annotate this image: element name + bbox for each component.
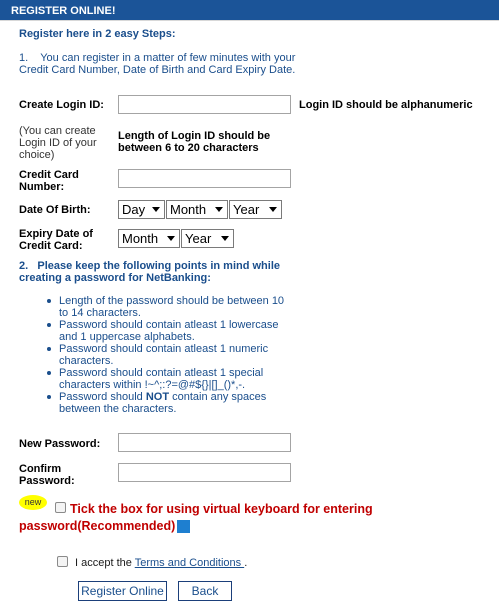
dob-day-value: Day [122,202,146,217]
step1-text [19,52,304,76]
back-button[interactable]: Back [178,581,232,601]
rule5-prefix: Password should [59,391,146,403]
virtual-keyboard-text [19,501,379,535]
terms-prefix: I accept the [75,557,135,569]
expiry-year-value: Year [185,231,212,246]
password-rule [44,391,292,415]
expiry-month-value: Month [122,231,159,246]
dob-label: Date Of Birth: [19,204,91,216]
intro-text: Register here in 2 easy Steps: [19,28,176,40]
password-rule: Password should contain atleast 1 special characters within !~^;:?=@#${}|[]_()*,-. [44,367,292,391]
step2-number: 2. [19,260,29,272]
login-id-choice-note: (You can create Login ID of your choice) [19,125,97,161]
password-rules [44,295,292,415]
login-id-hint: Login ID should be alphanumeric [299,99,473,111]
terms-text [75,557,247,569]
expiry-month-select[interactable] [118,229,180,248]
rule5-suffix: contain any spaces between the characters. [59,391,267,415]
step1-number: 1. [19,52,29,64]
credit-card-input[interactable] [118,169,291,188]
virtual-keyboard-label: Tick the box for using virtual keyboard for entering password(Recommended) [19,502,373,533]
terms-checkbox[interactable] [57,556,68,567]
password-rule: Password should contain atleast 1 numeric characters. [44,343,292,367]
chevron-down-icon [152,207,160,212]
terms-suffix: . [244,557,248,569]
login-id-input[interactable] [118,95,291,114]
page-header [0,0,499,21]
dob-month-value: Month [170,202,207,217]
dob-day-select[interactable] [118,200,165,219]
login-id-label: Create Login ID: [19,99,104,111]
new-password-label: New Password: [19,438,101,450]
new-password-input[interactable] [118,433,291,452]
expiry-year-select[interactable] [181,229,234,248]
terms-link[interactable]: Terms and Conditions [134,557,245,569]
chevron-down-icon [215,207,223,212]
confirm-password-input[interactable] [118,463,291,482]
dob-year-value: Year [233,202,260,217]
step1-description: You can register in a matter of few minutes with your Credit Card Number, Date of Birth and Card Expiry Date. [19,52,296,76]
header-title: REGISTER ONLINE! [11,5,116,17]
step2-text [19,260,294,284]
new-badge: new [19,495,47,510]
dob-month-select[interactable] [166,200,228,219]
chevron-down-icon [221,236,229,241]
password-rule: Length of the password should be between 10 to 14 characters. [44,295,292,319]
help-icon[interactable]: ? [177,520,190,533]
chevron-down-icon [167,236,175,241]
rule5-bold: NOT [145,391,170,403]
step2-description: Please keep the following points in mind while creating a password for NetBanking: [19,260,281,284]
login-id-length-note: Length of Login ID should be between 6 to 20 characters [118,130,271,154]
expiry-label: Expiry Date of Credit Card: [19,228,93,252]
chevron-down-icon [269,207,277,212]
password-rule: Password should contain atleast 1 lowercase and 1 uppercase alphabets. [44,319,292,343]
register-online-button[interactable]: Register Online [78,581,167,601]
dob-year-select[interactable] [229,200,282,219]
credit-card-label: Credit Card Number: [19,169,79,193]
confirm-password-label: Confirm Password: [19,463,75,487]
